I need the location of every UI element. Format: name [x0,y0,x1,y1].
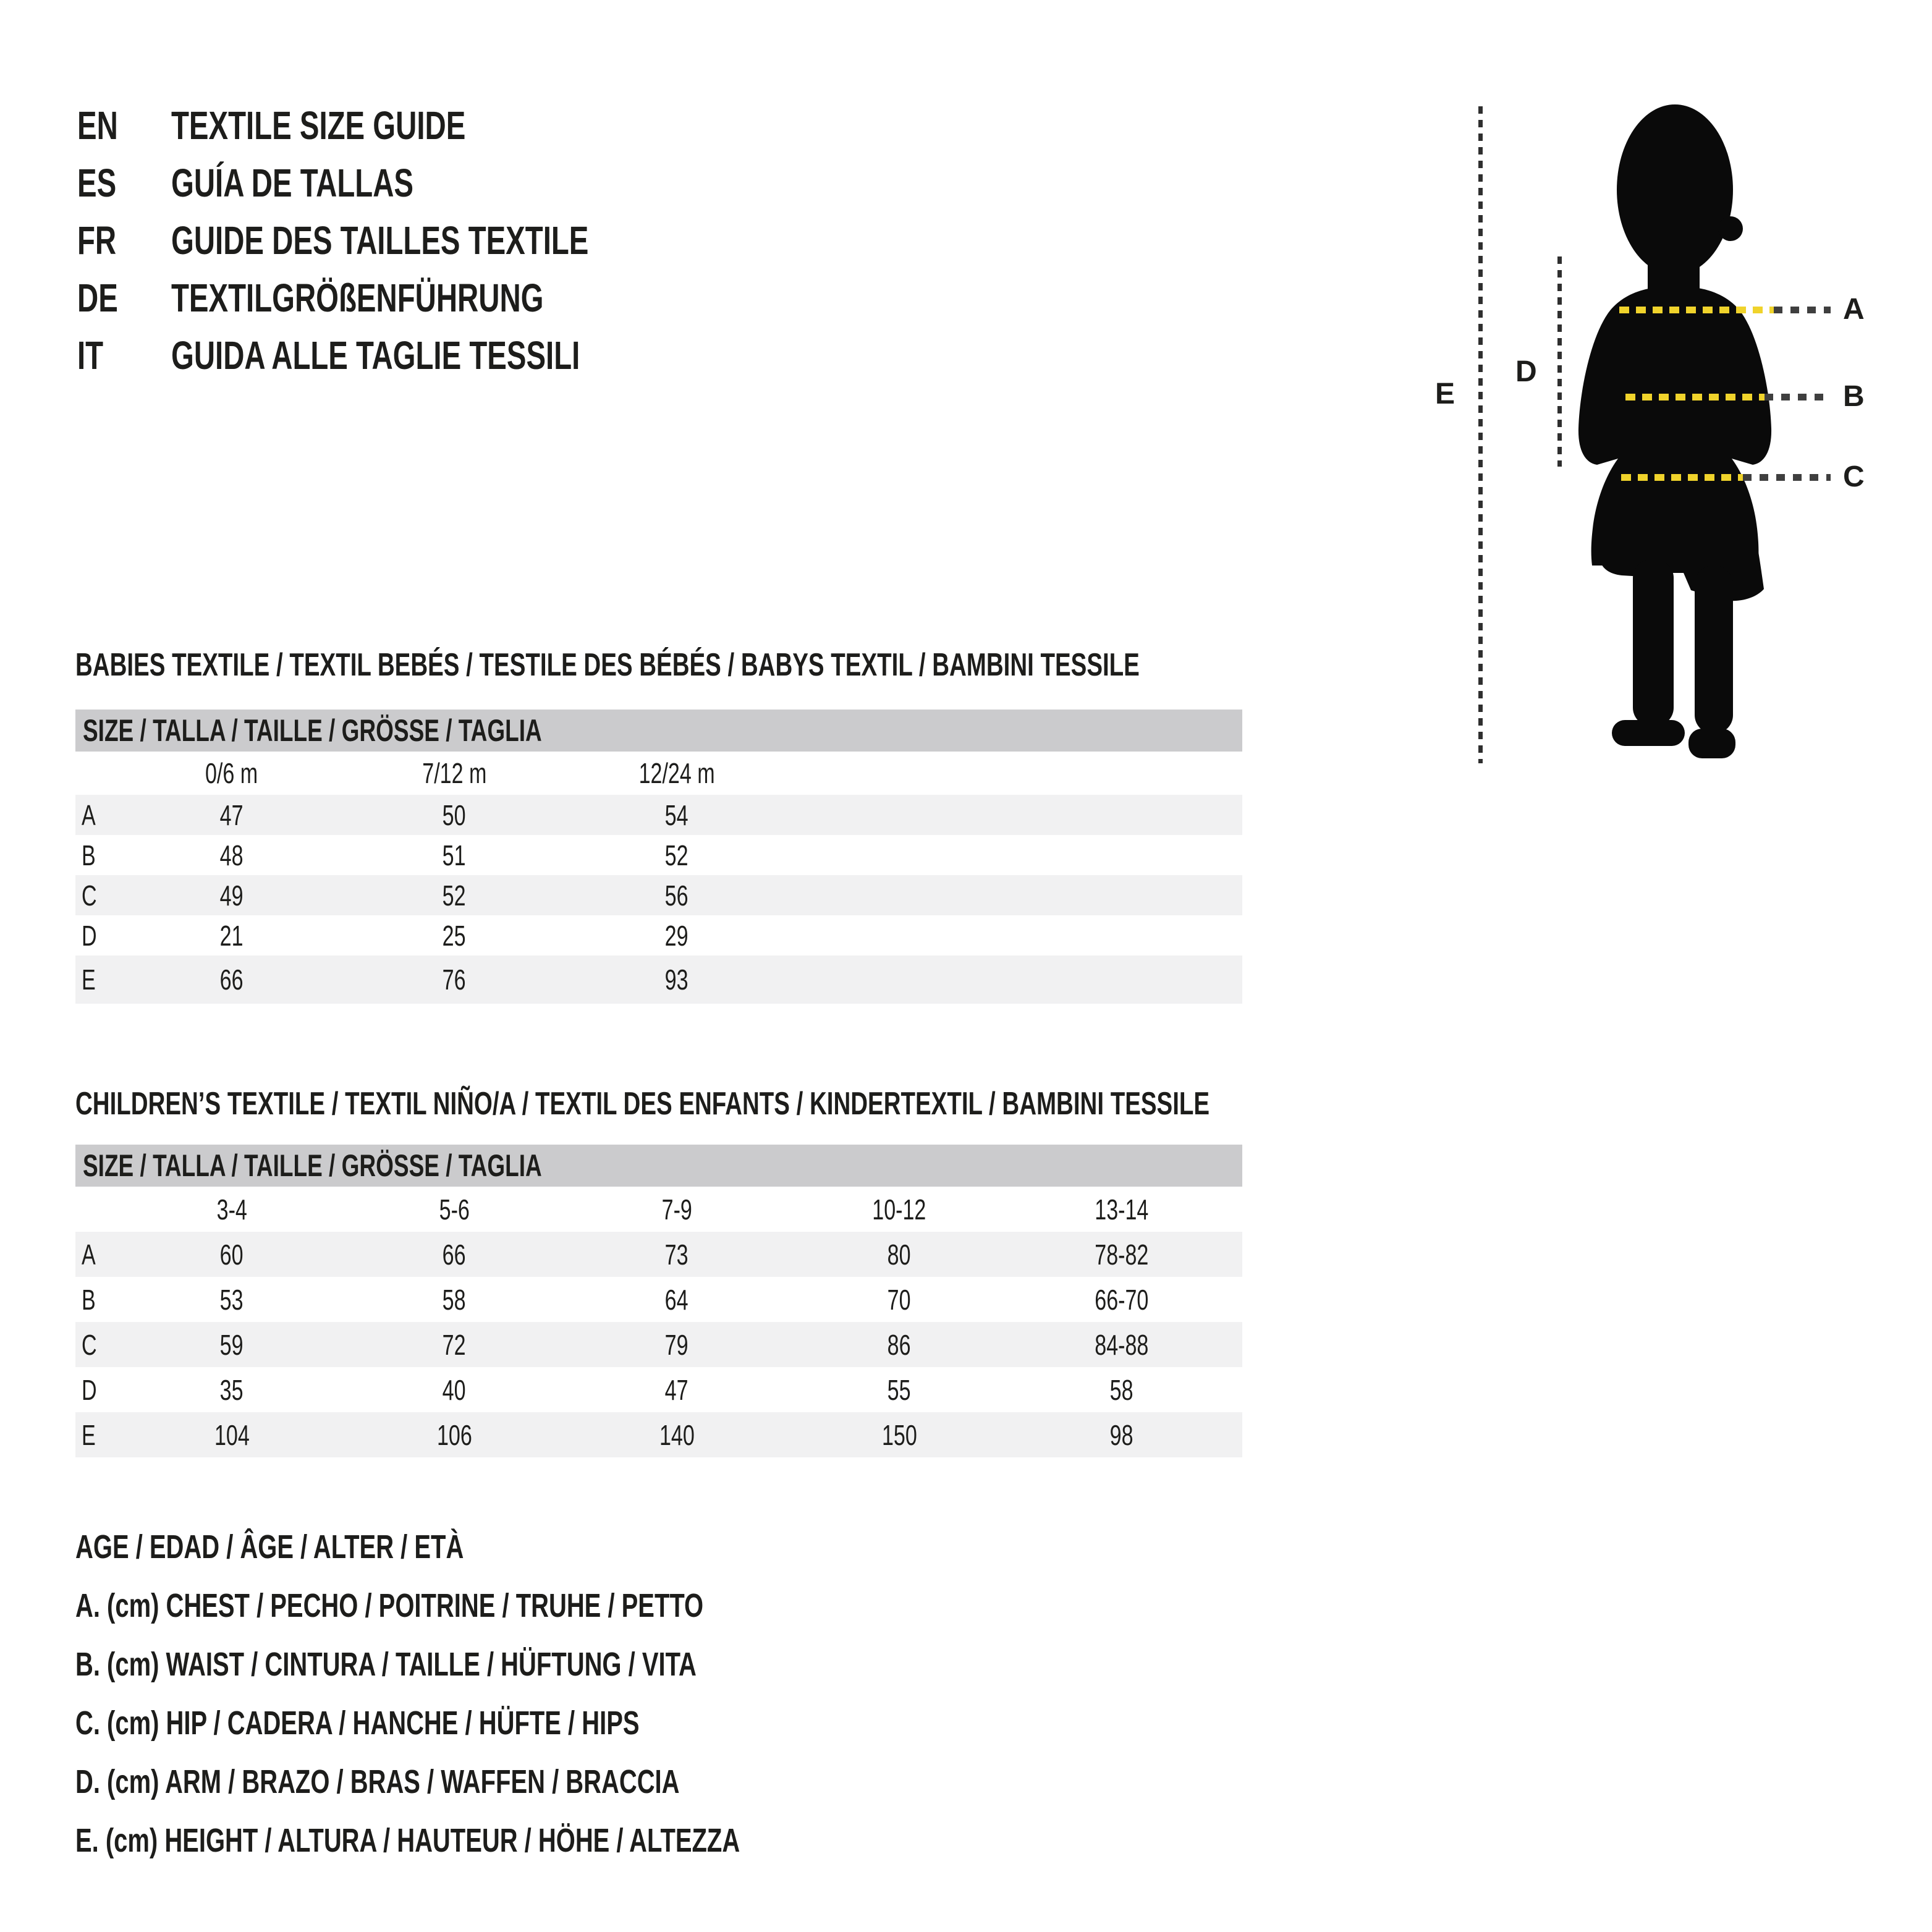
lang-label-fr: GUIDE DES TAILLES TEXTILE [171,218,589,263]
waist-line-b-yellow [1625,394,1765,400]
legend-age: AGE / EDAD / ÂGE / ALTER / ETÀ [75,1528,464,1566]
measurement-legend [75,1517,973,1870]
row-label: D [82,1373,97,1406]
lang-code-fr: FR [77,218,117,263]
waist-line-b-dark [1765,394,1831,400]
children-col-5-6: 5-6 [439,1193,470,1226]
babies-row-a: A 47 50 54 [75,795,1242,835]
lang-row-it [77,326,735,384]
children-row-b: B 53 58 64 70 66-70 [75,1277,1242,1322]
row-label: A [82,1238,96,1271]
child-silhouette [1576,102,1774,763]
language-header [77,96,735,384]
figure-label-a: A [1843,293,1865,326]
children-size-table [75,1145,1242,1457]
babies-column-header-row [75,752,1242,795]
row-label: A [82,799,96,831]
children-column-header-row [75,1187,1242,1232]
babies-size-header-bar: SIZE / TALLA / TAILLE / GRÖSSE / TAGLIA [75,710,1242,752]
children-row-d: D 35 40 47 55 58 [75,1367,1242,1412]
row-label: B [82,839,96,871]
hip-line-c-dark [1743,474,1831,481]
lang-code-de: DE [77,275,118,320]
figure-label-b: B [1843,380,1865,413]
figure-label-c: C [1843,460,1865,493]
lang-code-it: IT [77,333,104,378]
legend-waist: B. (cm) WAIST / CINTURA / TAILLE / HÜFTUNG / VITA [75,1645,697,1683]
arm-measure-line-d [1557,256,1562,467]
babies-section-title: BABIES TEXTILE / TEXTIL BEBÉS / TESTILE DES BÉBÉS / BABYS TEXTIL / BAMBINI TESSILE [75,647,1140,683]
row-label: E [82,1418,96,1451]
children-col-10-12: 10-12 [872,1193,926,1226]
children-row-e: E 104 106 140 150 98 [75,1412,1242,1457]
children-row-c: C 59 72 79 86 84-88 [75,1322,1242,1367]
children-size-header-bar: SIZE / TALLA / TAILLE / GRÖSSE / TAGLIA [75,1145,1242,1187]
children-section-title: CHILDREN’S TEXTILE / TEXTIL NIÑO/A / TEXTIL DES ENFANTS / KINDERTEXTIL / BAMBINI TESSILE [75,1086,1210,1122]
babies-col-0-6m: 0/6 m [205,757,258,789]
legend-hip: C. (cm) HIP / CADERA / HANCHE / HÜFTE / HIPS [75,1704,640,1742]
babies-size-table [75,710,1242,1004]
lang-row-en [77,96,735,154]
babies-row-e: E 66 76 93 [75,955,1242,1004]
babies-col-12-24m: 12/24 m [638,757,715,789]
babies-col-7-12m: 7/12 m [422,757,487,789]
figure-label-d: D [1515,355,1537,388]
row-label: D [82,919,97,952]
children-row-a: A 60 66 73 80 78-82 [75,1232,1242,1277]
legend-chest: A. (cm) CHEST / PECHO / POITRINE / TRUHE / PETTO [75,1587,704,1624]
children-col-7-9: 7-9 [661,1193,692,1226]
chest-line-a-dark [1774,307,1831,313]
legend-arm: D. (cm) ARM / BRAZO / BRAS / WAFFEN / BRACCIA [75,1763,680,1800]
lang-label-es: GUÍA DE TALLAS [171,160,414,205]
babies-row-c: C 49 52 56 [75,875,1242,915]
lang-code-en: EN [77,103,118,148]
lang-code-es: ES [77,160,117,205]
row-label: C [82,879,97,912]
children-col-13-14: 13-14 [1095,1193,1149,1226]
children-col-3-4: 3-4 [216,1193,247,1226]
lang-label-de: TEXTILGRÖßENFÜHRUNG [171,275,544,320]
babies-row-d: D 21 25 29 [75,915,1242,955]
babies-row-b: B 48 51 52 [75,835,1242,875]
lang-label-en: TEXTILE SIZE GUIDE [171,103,466,148]
chest-line-a-yellow [1619,307,1774,313]
lang-row-de [77,269,735,326]
lang-row-es [77,154,735,211]
lang-label-it: GUIDA ALLE TAGLIE TESSILI [171,333,580,378]
legend-height: E. (cm) HEIGHT / ALTURA / HAUTEUR / HÖHE / ALTEZZA [75,1821,740,1859]
hip-line-c-yellow [1621,474,1743,481]
measurement-figure [1409,99,1916,791]
figure-label-e: E [1435,378,1455,410]
row-label: B [82,1283,96,1316]
row-label: C [82,1328,97,1361]
lang-row-fr [77,211,735,269]
row-label: E [82,964,96,996]
